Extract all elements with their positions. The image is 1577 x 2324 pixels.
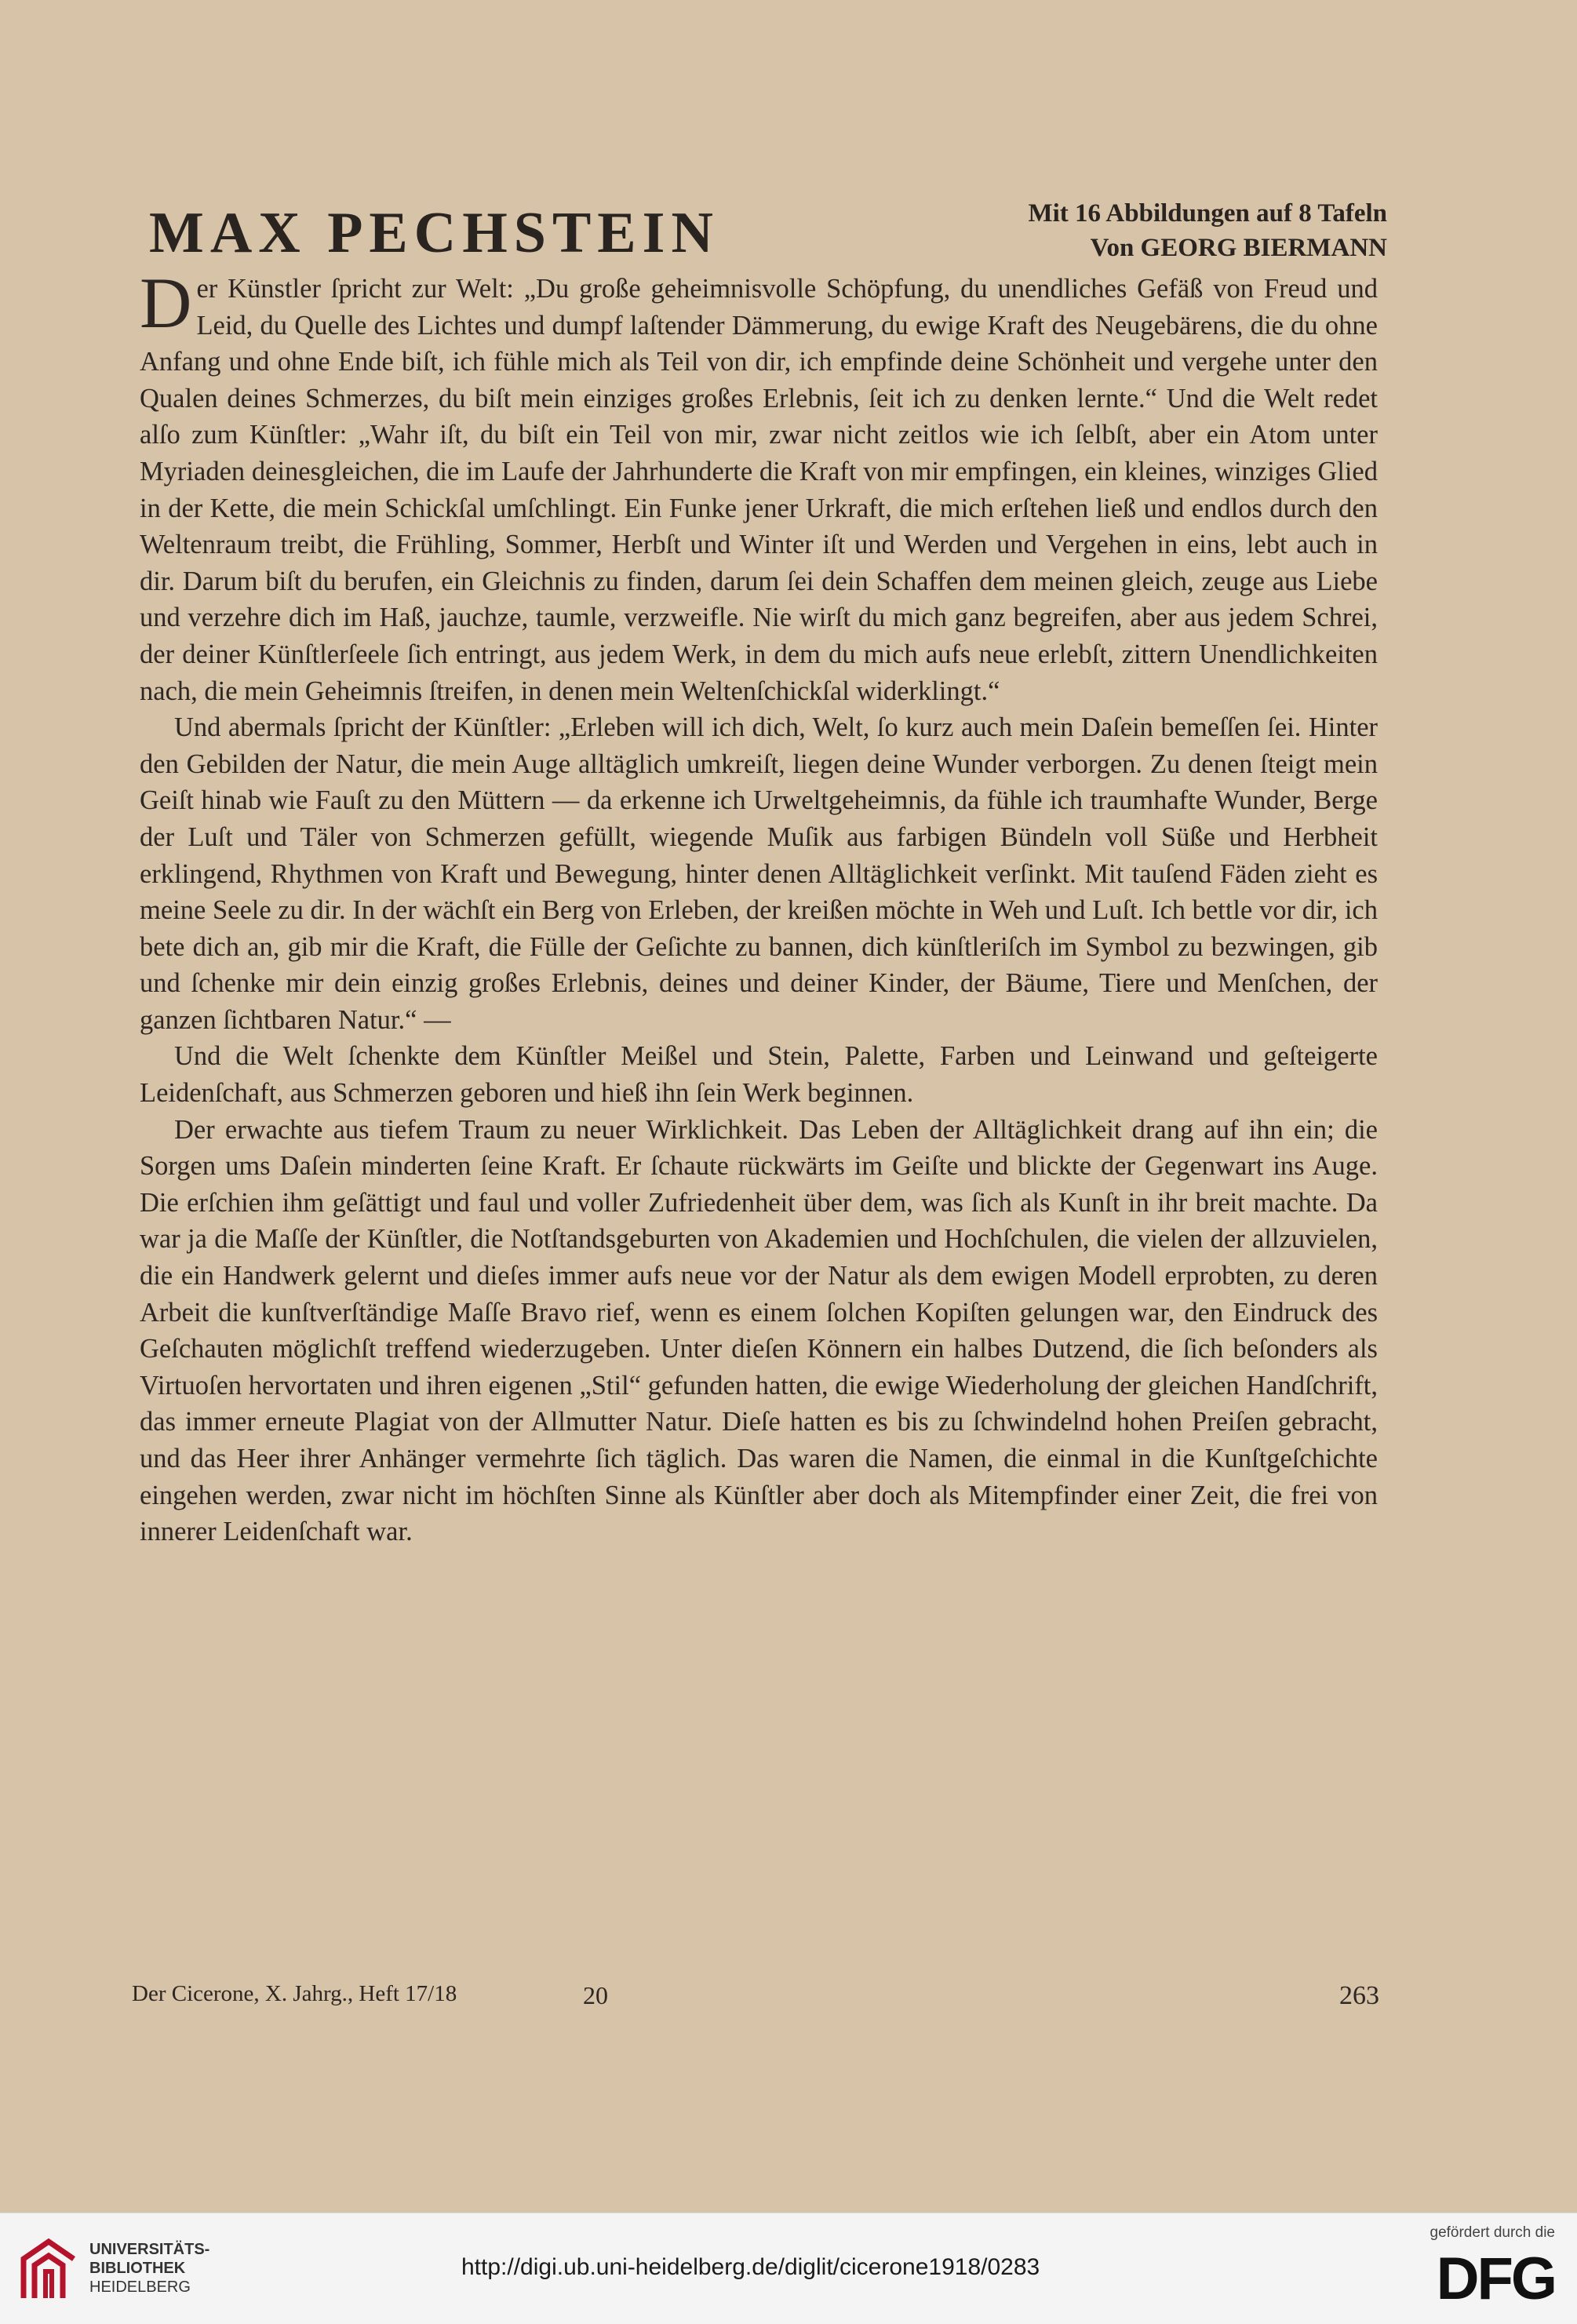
library-name-line-1: UNIVERSITÄTS-: [89, 2241, 210, 2258]
library-name-line-3: HEIDELBERG: [89, 2278, 191, 2296]
paragraph-1-text: er Künstler ſpricht zur Welt: „Du große geheimnisvolle Schöpfung, du unendliches Gefäß von Freud und Leid, du Quelle des Lichtes und dumpf laſtender Dämmerung, du ewige Kraft des Neugebärens, die du ohne Anfang und ohne Ende biſt, ich fühle mich als Teil von dir, ich empfinde deine Schönheit und vergehe unter den Qualen deines Schmerzes, du biſt mein einziges großes Erlebnis, ſeit ich zu denken lernte.“ Und die Welt redet alſo zum Künſtler: „Wahr iſt, du biſt ein Teil von mir, zwar nicht zeitlos wie ich ſelbſt, aber ein Atom unter Myriaden deinesgleichen, die im Laufe der Jahrhunderte die Kraft von mir empfingen, ein kleines, winziges Glied in der Kette, die mein Schickſal umſchlingt. Ein Funke jener Urkraft, die mich erſtehen ließ und endlos durch den Weltenraum treibt, die Frühling, Sommer, Herbſt und Winter iſt und Werden und Vergehen in eins, lebt auch in dir. Darum biſt du berufen, ein Gleichnis zu finden, darum ſei dein Schaffen dem meinen gleich, zeuge aus Liebe und verzehre dich im Haß, jauchze, taumle, verzweifle. Nie wirſt du mich ganz begreifen, aber aus jedem Schrei, der deiner Künſtlerſeele ſich entringt, aus jedem Werk, in dem du mich aufs neue erlebſt, zittern Unendlichkeiten nach, die mein Geheimnis ſtreifen, in denen mein Weltenſchickſal widerklingt.“: [140, 274, 1378, 706]
sheet-number: 20: [583, 1981, 608, 2009]
library-name-line-2: BIBLIOTHEK: [89, 2260, 186, 2277]
library-name: [89, 2240, 209, 2297]
paragraph-4: Der erwachte aus tiefem Traum zu neuer Wirklichkeit. Das Leben der Alltäglichkeit drang auf ihn ein; die Sorgen ums Daſein minderten ſeine Kraft. Er ſchaute rückwärts im Geiſte und blickte der Gegenwart ins Auge. Die erſchien ihm geſättigt und faul und voller Zufriedenheit über dem, was ſich als Kunſt in ihr breit machte. Da war ja die Maſſe der Künſtler, die Notſtandsgeburten von Akademien und Hochſchulen, die vielen der allzuvielen, die ein Handwerk gelernt und dieſes immer aufs neue vor der Natur als dem ewigen Modell erprobten, zu deren Arbeit die kunſtverſtändige Maſſe Bravo rief, wenn es einem ſolchen Kopiſten gelungen war, den Eindruck des Geſchauten möglichſt treffend wiederzugeben. Unter dieſen Könnern ein halbes Dutzend, die ſich beſonders als Virtuoſen hervortaten und ihren eigenen „Stil“ gefunden hatten, die ewige Wiederholung der gleichen Handſchrift, das immer erneute Plagiat von der Allmutter Natur. Dieſe hatten es bis zu ſchwindelnd hohen Preiſen gebracht, und das Heer ihrer Anhänger vermehrte ſich täglich. Das waren die Namen, die einmal in die Kunſtgeſchichte eingehen werden, zwar nicht im höchſten Sinne als Künſtler aber doch als Mitempfinder einer Zeit, die frei von innerer Leidenſchaft war.: [140, 1114, 1378, 1547]
viewer-footer: [0, 2213, 1577, 2324]
article-meta: [1028, 196, 1387, 265]
author-line: Von GEORG BIERMANN: [1090, 234, 1387, 262]
page-number: 263: [1339, 1981, 1379, 2010]
article-title: MAX PECHSTEIN: [149, 201, 719, 265]
journal-reference: Der Cicerone, X. Jahrg., Heft 17/18: [132, 1981, 457, 2006]
paragraph-3: Und die Welt ſchenkte dem Künſtler Meißel und Stein, Palette, Farben und Leinwand und geſteigerte Leidenſchaft, aus Schmerzen geboren und hieß ihn ſein Werk beginnen.: [140, 1041, 1378, 1109]
library-logo[interactable]: [17, 2231, 213, 2309]
paragraph-2: Und abermals ſpricht der Künſtler: „Erleben will ich dich, Welt, ſo kurz auch mein Daſein bemeſſen ſei. Hinter den Gebilden der Natur, die mein Auge alltäglich umkreiſt, liegen deine Wunder verborgen. Zu denen ſteigt mein Geiſt hinab wie Fauſt zu den Müttern — da erkenne ich Urweltgeheimnis, da fühle ich traumhafte Wunder, Berge der Luſt und Täler von Schmerzen gefüllt, wiegende Muſik aus farbigen Bündeln voll Süße und Herbheit erklingend, Rhythmen von Kraft und Bewegung, hinter denen Alltäglichkeit verſinkt. Mit tauſend Fäden zieht es meine Seele zu dir. In der wächſt ein Berg von Erleben, der kreißen möchte in Weh und Luſt. Ich bettle vor dir, ich bete dich an, gib mir die Kraft, die Fülle der Geſichte zu bannen, dich künſtleriſch im Symbol zu bezwingen, gib und ſchenke mir dein einzig großes Erlebnis, deines und deiner Kinder, der Bäume, Tiere und Menſchen, der ganzen ſichtbaren Natur.“ —: [140, 712, 1378, 1035]
library-emblem-icon: [17, 2235, 80, 2304]
paragraph-1: [140, 263, 1378, 709]
funding-caption: gefördert durch die: [1429, 2224, 1555, 2241]
illustrations-note: Mit 16 Abbildungen auf 8 Tafeln: [1028, 199, 1387, 228]
permalink-url[interactable]: http://digi.ub.uni-heidelberg.de/diglit/cicerone1918/0283: [461, 2254, 1040, 2280]
drop-cap: D: [140, 263, 192, 343]
article-body: [140, 263, 1378, 1550]
dfg-logo[interactable]: DFG: [1436, 2246, 1555, 2312]
